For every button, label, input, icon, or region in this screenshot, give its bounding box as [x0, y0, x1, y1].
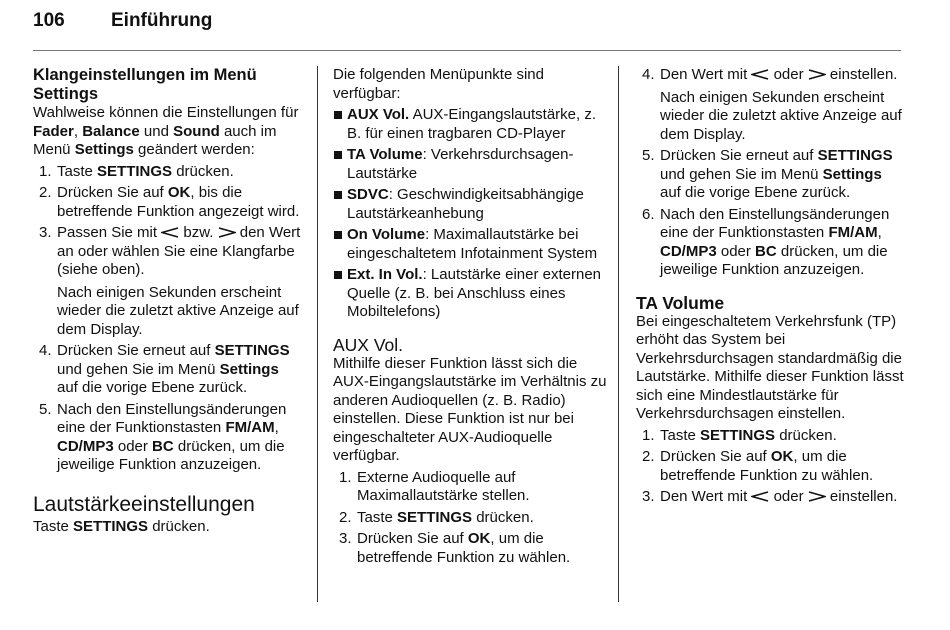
keyword: SETTINGS	[817, 147, 893, 164]
list-item	[333, 106, 608, 143]
list-item	[636, 427, 904, 446]
keyword: OK	[467, 530, 491, 547]
list-item	[333, 469, 608, 506]
text: den Wert an oder wählen Sie eine Klangfarbe (siehe oben).	[57, 224, 301, 278]
bullet-square-icon	[334, 271, 342, 279]
keyword: Fader	[33, 122, 74, 140]
text: drücken.	[172, 162, 234, 180]
list-item	[636, 147, 904, 203]
text: : Geschwindigkeitsabhängige Lautstärkeanhebung	[347, 186, 584, 222]
step-number: 3.	[39, 224, 52, 241]
keyword: Balance	[82, 122, 140, 140]
keyword: BC	[152, 437, 174, 455]
text: oder	[769, 66, 808, 83]
column-2	[333, 66, 608, 570]
keyword: BC	[755, 242, 777, 260]
text: Nach den Einstellungsänderungen eine der Funktionstasten	[660, 205, 890, 241]
keyword: Ext. In Vol.	[347, 266, 423, 283]
text: und	[139, 122, 174, 140]
text: drücken.	[148, 517, 210, 535]
text: drücken.	[472, 508, 534, 526]
keyword: SDVC	[347, 186, 389, 203]
ta-steps	[636, 427, 904, 507]
klang-steps	[33, 163, 303, 475]
keyword: SETTINGS	[397, 508, 473, 526]
keyword: OK	[770, 448, 794, 465]
step-number: 2.	[339, 508, 352, 526]
aux-steps	[333, 469, 608, 568]
text: , bis die betreffende Funktion angezeigt wird.	[57, 184, 300, 220]
list-item	[333, 226, 608, 263]
list-item	[33, 163, 303, 182]
keyword: TA Volume	[347, 146, 423, 163]
list-item	[33, 184, 303, 221]
keyword: Settings	[219, 360, 279, 378]
arrow-left-icon	[751, 491, 769, 502]
text: drücken, um die jeweilige Funktion anzuzeigen.	[660, 242, 888, 278]
step-number: 2.	[642, 448, 655, 465]
section-title-lautstaerke: Lautstärkeeinstellungen	[33, 492, 255, 516]
text: Passen Sie mit	[57, 224, 162, 241]
text: Drücken Sie erneut auf	[57, 342, 215, 359]
text: Den Wert mit	[660, 66, 752, 83]
bullet-square-icon	[334, 231, 342, 239]
keyword: Settings	[74, 141, 134, 158]
laut-text	[33, 518, 303, 537]
aux-text: Mithilfe dieser Funktion lässt sich die AUX-Eingangslautstärke im Verhältnis zu anderen Audioquellen (z. B. Radio) einstellen. Diese Funktion ist nur bei eingeschalteter AUX-Audioquelle verfügbar.	[333, 354, 607, 464]
text: drücken, um die jeweilige Funktion anzuzeigen.	[57, 437, 285, 473]
arrow-right-icon	[808, 69, 826, 80]
text: oder	[113, 437, 153, 455]
text: Drücken Sie erneut auf	[660, 147, 818, 164]
keyword: SETTINGS	[97, 162, 173, 180]
page-number: 106	[33, 10, 65, 31]
text: und gehen Sie im Menü	[660, 165, 823, 183]
text: Wahlweise können die Einstellungen für	[33, 104, 299, 121]
text: : Lautstärke einer externen Quelle (z. B. bei Anschluss eines Mobiltelefons)	[347, 266, 602, 320]
keyword: On Volume	[347, 226, 426, 243]
step-number: 2.	[39, 184, 52, 201]
text: oder	[769, 488, 808, 505]
list-item	[333, 509, 608, 528]
text: auch im Menü	[33, 122, 277, 158]
list-item	[33, 224, 303, 339]
step-note: Nach einigen Sekunden erscheint wieder die zuletzt aktive Anzeige auf dem Display.	[57, 283, 299, 338]
column-1	[33, 66, 303, 536]
step-note: Nach einigen Sekunden erscheint wieder die zuletzt aktive Anzeige auf dem Display.	[660, 88, 902, 143]
step-number: 4.	[642, 66, 655, 83]
text: oder	[716, 242, 756, 260]
keyword: AUX Vol.	[347, 106, 410, 123]
section-title-klangeinstellungen: Klangeinstellungen im Menü Settings	[33, 66, 257, 103]
arrow-left-icon	[161, 227, 179, 238]
list-item	[333, 146, 608, 183]
text: geändert werden:	[133, 141, 255, 158]
text: Den Wert mit	[660, 488, 752, 505]
arrow-right-icon	[808, 491, 826, 502]
keyword: Settings	[822, 165, 882, 183]
text: einstellen.	[825, 488, 898, 505]
text: auf die vorige Ebene zurück.	[660, 184, 851, 201]
keyword: SETTINGS	[73, 517, 149, 535]
step-number: 5.	[39, 400, 52, 418]
menu-items	[333, 106, 608, 322]
step-number: 1.	[39, 162, 52, 180]
aux-steps-continued	[636, 66, 904, 280]
text: Drücken Sie auf	[660, 448, 771, 465]
keyword: SETTINGS	[214, 342, 290, 359]
step-number: 1.	[642, 426, 655, 444]
chapter-title: Einführung	[111, 10, 213, 31]
text: ,	[877, 224, 882, 241]
text: Taste	[660, 426, 701, 444]
step-number: 5.	[642, 147, 655, 164]
text: , um die betreffende Funktion zu wählen.	[357, 530, 571, 566]
bullet-square-icon	[334, 151, 342, 159]
keyword: Sound	[173, 122, 220, 140]
text: auf die vorige Ebene zurück.	[57, 379, 248, 396]
bullet-square-icon	[334, 191, 342, 199]
menu-intro: Die folgenden Menüpunkte sind verfügbar:	[333, 66, 544, 102]
klang-intro	[33, 104, 303, 160]
list-item	[636, 66, 904, 144]
text: Nach den Einstellungsänderungen eine der Funktionstasten	[57, 400, 287, 436]
list-item	[333, 186, 608, 223]
keyword: FM/AM	[828, 224, 878, 241]
text: Drücken Sie auf	[357, 530, 468, 547]
keyword: CD/MP3	[57, 437, 114, 455]
step-number: 4.	[39, 342, 52, 359]
keyword: SETTINGS	[700, 426, 776, 444]
step-number: 3.	[642, 488, 655, 505]
column-divider	[618, 66, 619, 602]
list-item	[33, 342, 303, 398]
text: : Maximallautstärke bei eingeschaltetem Infotainment System	[347, 226, 598, 262]
list-item	[636, 206, 904, 280]
arrow-right-icon	[218, 227, 236, 238]
keyword: OK	[167, 184, 191, 201]
text: Taste	[357, 508, 398, 526]
keyword: CD/MP3	[660, 242, 717, 260]
text: AUX-Eingangslautstärke, z. B. für einen tragbaren CD-Player	[347, 106, 596, 142]
list-item	[333, 266, 608, 322]
header-rule	[33, 50, 901, 51]
text: Taste	[33, 517, 74, 535]
text: Externe Audioquelle auf Maximallautstärke stellen.	[357, 468, 530, 504]
page-header	[33, 10, 212, 32]
text: ,	[274, 419, 279, 436]
step-number: 6.	[642, 205, 655, 223]
keyword: FM/AM	[225, 419, 275, 436]
text: ,	[73, 122, 83, 140]
list-item	[33, 401, 303, 475]
step-number: 3.	[339, 530, 352, 547]
arrow-left-icon	[751, 69, 769, 80]
text: : Verkehrsdurchsagen-Lautstärke	[347, 146, 574, 182]
text: und gehen Sie im Menü	[57, 360, 220, 378]
ta-text: Bei eingeschaltetem Verkehrsfunk (TP) erhöht das System bei Verkehrsdurchsagen standardmäßig die Lautstärke. Mithilfe dieser Funktion lässt sich eine Mindestlautstärke für Verkehrsdurchsagen einstellen.	[636, 312, 904, 422]
list-item	[636, 448, 904, 485]
text: Taste	[57, 162, 98, 180]
column-divider	[317, 66, 318, 602]
section-title-aux-vol: AUX Vol.	[333, 334, 404, 355]
section-title-ta-volume: TA Volume	[636, 292, 725, 313]
list-item	[333, 530, 608, 567]
bullet-square-icon	[334, 111, 342, 119]
text: drücken.	[775, 426, 837, 444]
text: einstellen.	[825, 66, 898, 83]
list-item	[636, 488, 904, 507]
step-number: 1.	[339, 468, 352, 486]
column-3	[636, 66, 904, 510]
text: bzw.	[179, 224, 218, 241]
text: Drücken Sie auf	[57, 184, 168, 201]
text: , um die betreffende Funktion zu wählen.	[660, 448, 874, 484]
